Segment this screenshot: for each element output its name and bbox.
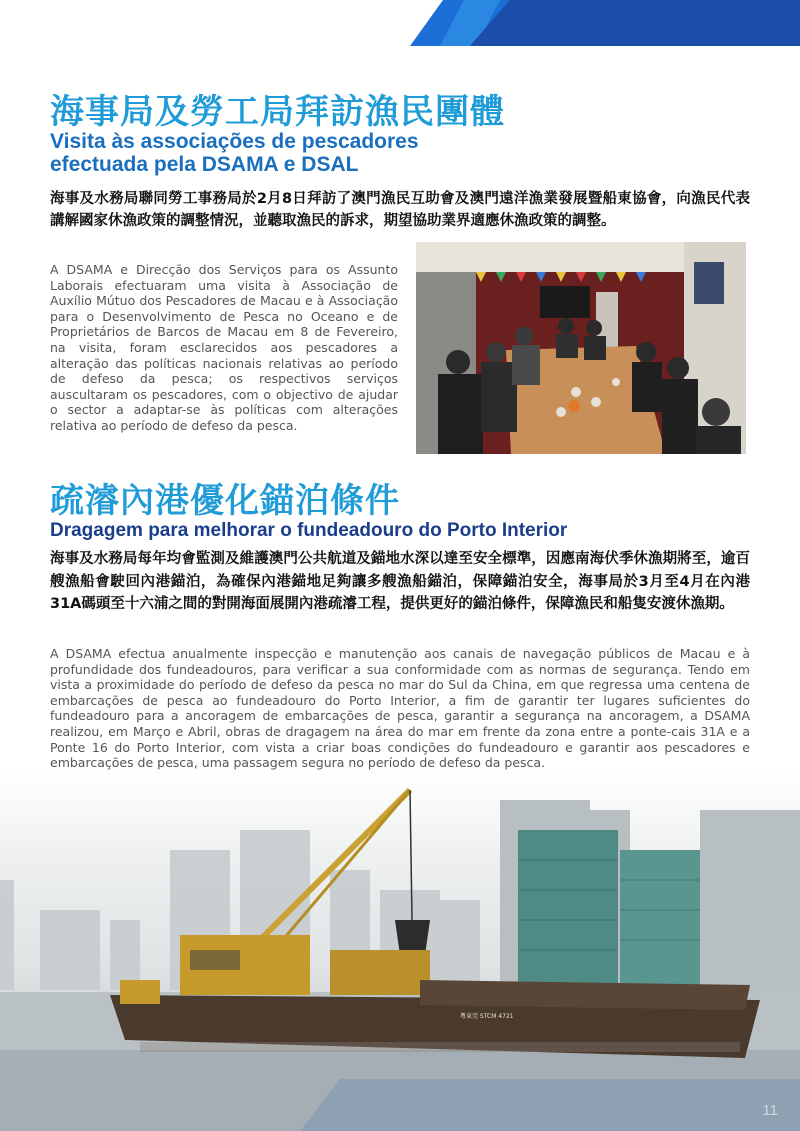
section1-title-zh: 海事局及勞工局拜訪漁民團體 <box>50 92 505 132</box>
section2-body-zh: 海事及水務局每年均會監測及維護澳門公共航道及錨地水深以達至安全標準，因應南海伏季休漁期將至，逾百艘漁船會駛回內港錨泊，為確保內港錨地足夠讓多艘漁船錨泊，保障錨泊安全，海事局於3月至4月在內港31A碼頭至十六浦之間的對開海面展開內港疏濬工程，提供更好的錨泊條件，保障漁民和船隻安渡休漁期。 <box>50 551 750 612</box>
section1-title-pt-line2: efectuada pela DSAMA e DSAL <box>50 153 359 176</box>
section2-title-zh: 疏濬內港優化錨泊條件 <box>50 481 400 521</box>
meeting-photo <box>416 242 746 454</box>
dredging-photo <box>0 770 800 1131</box>
barge-hull-text: 粵東莞 STCM 4721 <box>460 1013 514 1020</box>
page-number: 11 <box>762 1102 778 1119</box>
footer-bar <box>300 1079 800 1131</box>
section2-body-pt: A DSAMA efectua anualmente inspecção e manutenção aos canais de navegação públicos de Macau e à profundidade dos fundeadouros, para verificar a sua conformidade com as normas de segurança. Tendo em vista a proximidade do período de defeso da pesca no mar do Sul da China, em que regressa uma centena de embarcações de pesca ao fundeadouro do Porto Interior, a fim de garantir ter lugares suficientes do fundeadouro para a ancoragem de embarcações de pesca, garantir a segurança na ancoragem, a DSAMA realizou, em Março e Abril, obras de dragagem na área do mar em frente da zona entre a ponte-cais 31A e a Ponte 16 do Porto Interior, com vista a criar boas condições do fundeadouro e garantir aos pescadores e embarcações de pesca, uma passagem segura no período de defeso da pesca. <box>50 646 750 771</box>
section1-title-pt-line1: Visita às associações de pescadores <box>50 130 419 153</box>
section1-body-pt: A DSAMA e Direcção dos Serviços para os Assunto Laborais efectuaram uma visita à Associação de Auxílio Mútuo dos Pescadores de Macau e à Associação para o Desenvolvimento de Pesca no Oceano e de Proprietários de Barcos de Macau em 8 de Fevereiro, na visita, foram esclarecidos aos pescadores a alteração das políticas nacionais relativas ao período de defeso da pesca; os respectivos serviços auscultaram os pescadores, com o objectivo de ajudar o sector a adaptar-se às políticas com alterações relativa ao período de defeso da pesca. <box>50 262 398 433</box>
header-stripe-dark <box>470 0 800 46</box>
section1-body-zh: 海事及水務局聯同勞工事務局於2月8日拜訪了澳門漁民互助會及澳門遠洋漁業發展暨船東協會，向漁民代表講解國家休漁政策的調整情況，並聽取漁民的訴求，期望協助業界適應休漁政策的調整。 <box>50 191 750 229</box>
meeting-photo-illustration <box>416 242 746 454</box>
dredging-photo-illustration <box>0 770 800 1131</box>
section2-title-pt: Dragagem para melhorar o fundeadouro do Porto Interior <box>50 520 568 541</box>
